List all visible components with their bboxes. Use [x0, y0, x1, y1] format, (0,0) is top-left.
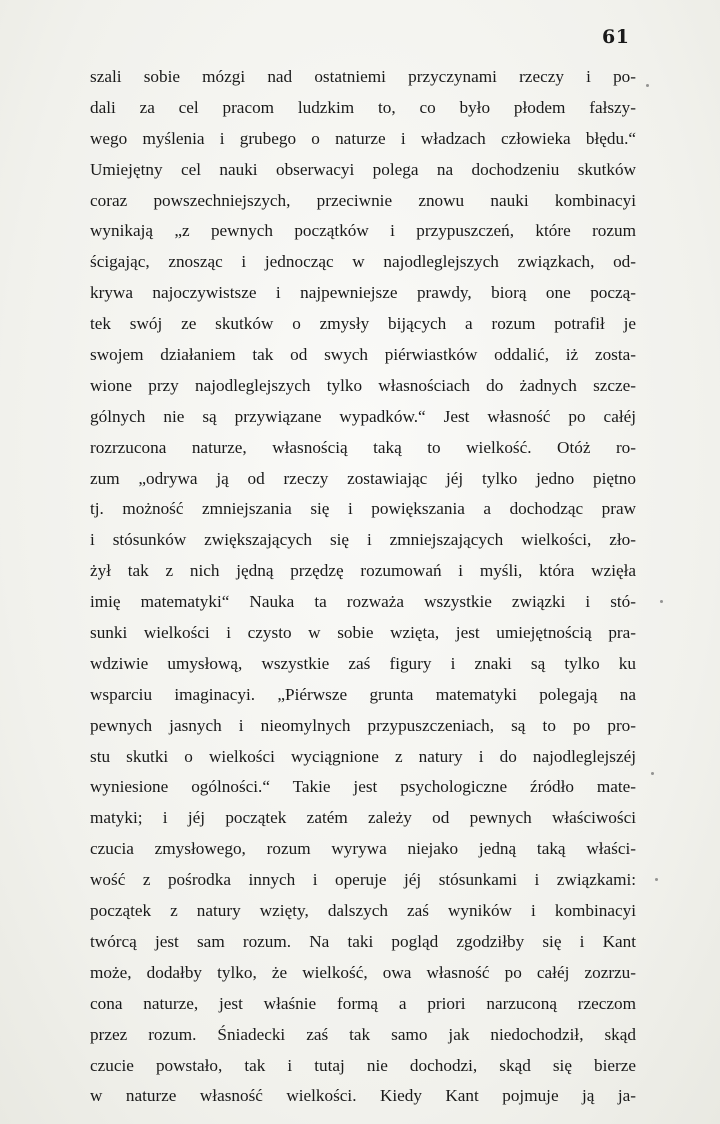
text-line: dali za cel pracom ludzkim to, co było płodem fałszy-: [90, 97, 636, 117]
paper-speck: [651, 772, 654, 775]
paper-speck: [646, 84, 649, 87]
text-line: matyki; i jéj początek zatém zależy od pewnych właściwości: [90, 808, 636, 828]
text-line: początek z natury wzięty, dalszych zaś wyników i kombinacyi: [90, 901, 636, 921]
text-line: i stósunków zwiększających się i zmniejszających wielkości, zło-: [90, 530, 636, 550]
text-line: wdziwie umysłową, wszystkie zaś figury i znaki są tylko ku: [90, 653, 636, 673]
text-line: sunki wielkości i czysto w sobie wzięta, jest umiejętnością pra-: [90, 623, 636, 643]
paper-speck: [660, 600, 663, 603]
text-line: stu skutki o wielkości wyciągnione z natury i do najodleglejszéj: [90, 746, 636, 766]
text-line: wość z pośrodka innych i operuje jéj stósunkami i związkami:: [90, 870, 636, 890]
text-line: tj. możność zmniejszania się i powiększania a dochodząc praw: [90, 499, 636, 519]
text-line: żył tak z nich jędną przędzę rozumowań i myśli, która wzięła: [90, 561, 636, 581]
text-line: czucie powstało, tak i tutaj nie dochodzi, skąd się bierze: [90, 1055, 636, 1075]
text-line: gólnych nie są przywiązane wypadków.“ Jest własność po całéj: [90, 406, 636, 426]
text-line: coraz powszechniejszych, przeciwnie znowu nauki kombinacyi: [90, 190, 636, 210]
text-line: wyniesione ogólności.“ Takie jest psychologiczne źródło mate-: [90, 777, 636, 797]
text-line: może, dodałby tylko, że wielkość, owa własność po całéj zozrzu-: [90, 962, 636, 982]
text-line: cona naturze, jest właśnie formą a priori narzuconą rzeczom: [90, 993, 636, 1013]
text-line: ścigając, znosząc i jednocząc w najodleglejszych związkach, od-: [90, 252, 636, 272]
paper-speck: [655, 878, 658, 881]
text-line: szali sobie mózgi nad ostatniemi przyczynami rzeczy i po-: [90, 67, 636, 86]
text-line: przez rozum. Śniadecki zaś tak samo jak niedochodził, skąd: [90, 1024, 636, 1044]
text-line: Umiejętny cel nauki obserwacyi polega na dochodzeniu skutków: [90, 159, 636, 179]
body-text: [90, 62, 636, 1112]
text-line: tek swój ze skutków o zmysły bijących a rozum potrafił je: [90, 314, 636, 334]
text-line: wione przy najodleglejszych tylko własnościach do żadnych szcze-: [90, 375, 636, 395]
text-line: krywa najoczywistsze i najpewniejsze prawdy, biorą one począ-: [90, 283, 636, 303]
text-line: swojem działaniem tak od swych piérwiastków oddalić, iż zosta-: [90, 345, 636, 365]
page-number: 61: [602, 26, 630, 48]
text-line: pewnych jasnych i nieomylnych przypuszczeniach, są to po pro-: [90, 715, 636, 735]
text-line: zum „odrywa ją od rzeczy zostawiając jéj tylko jedno piętno: [90, 468, 636, 488]
text-line: wsparciu imaginacyi. „Piérwsze grunta matematyki polegają na: [90, 684, 636, 704]
text-line: imię matematyki“ Nauka ta rozważa wszystkie związki i stó-: [90, 592, 636, 612]
text-line: twórcą jest sam rozum. Na taki pogląd zgodziłby się i Kant: [90, 931, 636, 951]
text-line: wego myślenia i grubego o naturze i władzach człowieka błędu.“: [90, 128, 636, 148]
text-line: czucia zmysłowego, rozum wyrywa niejako jedną taką właści-: [90, 839, 636, 859]
text-line: w naturze własność wielkości. Kiedy Kant pojmuje ją ja-: [90, 1086, 636, 1106]
text-line: wynikają „z pewnych początków i przypuszczeń, które rozum: [90, 221, 636, 241]
text-line: rozrzucona naturze, własnością taką to wielkość. Otóż ro-: [90, 437, 636, 457]
